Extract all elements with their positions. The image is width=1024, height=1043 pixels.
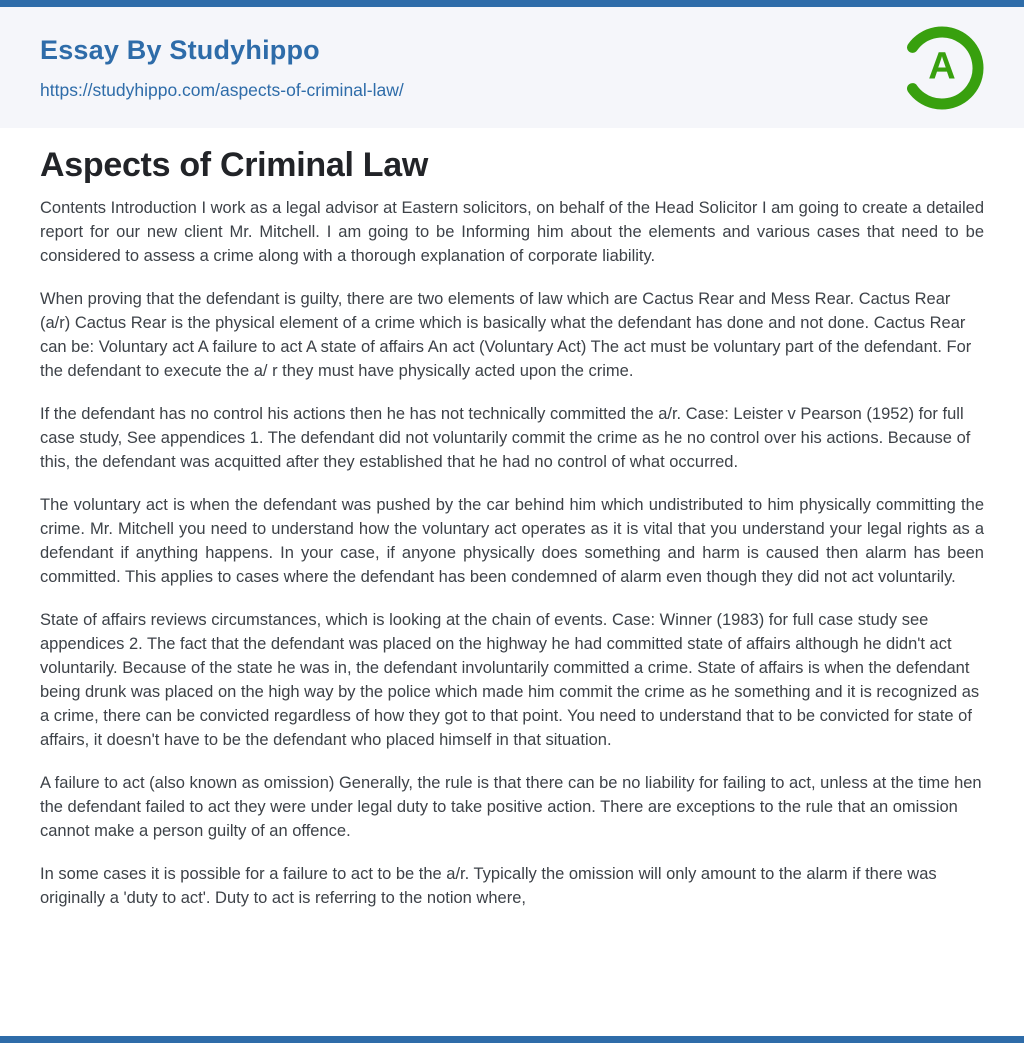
essay-paragraph: A failure to act (also known as omission) Generally, the rule is that there can be no liability for failing to act, unless at the time hen the defendant failed to act they were under legal duty to take positive action. There are exceptions to the rule that an omission cannot make a person guilty of an offence.: [40, 774, 982, 840]
page-header: [0, 7, 1024, 128]
essay-paragraph: State of affairs reviews circumstances, which is looking at the chain of events. Case: Winner (1983) for full case study see appendices 2. The fact that the defendant was placed on the highway he had committed state of affairs although he didn't act voluntarily. Because of the state he was in, the defendant involuntarily committed a crime. State of affairs is when the defendant being drunk was placed on the high way by the police which made him commit the crime as he something and it is recognized as a crime, there can be convicted regardless of how they got to that point. You need to understand that to be convicted for state of affairs, it doesn't have to be the defendant who placed himself in that situation.: [40, 611, 980, 749]
page-url-link[interactable]: https://studyhippo.com/aspects-of-criminal-law/: [40, 79, 404, 100]
essay-paragraph: If the defendant has no control his actions then he has not technically committed the a/r. Case: Leister v Pearson (1952) for full case study, See appendices 1. The defendant did not voluntarily commit the crime as he no control over his actions. Because of this, the defendant was acquitted after they established that he had no control of what occurred.: [40, 405, 971, 471]
essay-paragraph: Contents Introduction I work as a legal advisor at Eastern solicitors, on behalf of the Head Solicitor I am going to create a detailed report for our new client Mr. Mitchell. I am going to be Informing him about the elements and various cases that need to be considered to assess a crime along with a thorough explanation of corporate liability.: [40, 199, 984, 265]
essay-title: Aspects of Criminal Law: [40, 146, 428, 184]
essay-body: [40, 196, 984, 910]
top-accent-bar: [0, 0, 1024, 7]
bottom-accent-bar: [0, 1036, 1024, 1043]
logo-letter: A: [928, 44, 956, 87]
essay-paragraph: When proving that the defendant is guilty, there are two elements of law which are Cactus Rear and Mess Rear. Cactus Rear (a/r) Cactus Rear is the physical element of a crime which is basically what the defendant has done and not done. Cactus Rear can be: Voluntary act A failure to act A state of affairs An act (Voluntary Act) The act must be voluntary part of the defendant. For the defendant to execute the a/ r they must have physically acted upon the crime.: [40, 290, 972, 380]
essay-paragraph: In some cases it is possible for a failure to act to be the a/r. Typically the omission will only amount to the alarm if there was originally a 'duty to act'. Duty to act is referring to the notion where,: [40, 865, 937, 907]
essay-content: [0, 128, 1024, 910]
studyhippo-logo: [900, 26, 984, 110]
essay-paragraph: The voluntary act is when the defendant was pushed by the car behind him which undistributed to him physically committing the crime. Mr. Mitchell you need to understand how the voluntary act operates as it is vital that you understand your legal rights as a defendant if anything happens. In your case, if anyone physically does something and harm is caused then alarm has been committed. This applies to cases where the defendant has been condemned of alarm even though they did not act voluntarily.: [40, 496, 984, 586]
header-text-block: [40, 35, 404, 101]
site-title: Essay By Studyhippo: [40, 34, 320, 65]
